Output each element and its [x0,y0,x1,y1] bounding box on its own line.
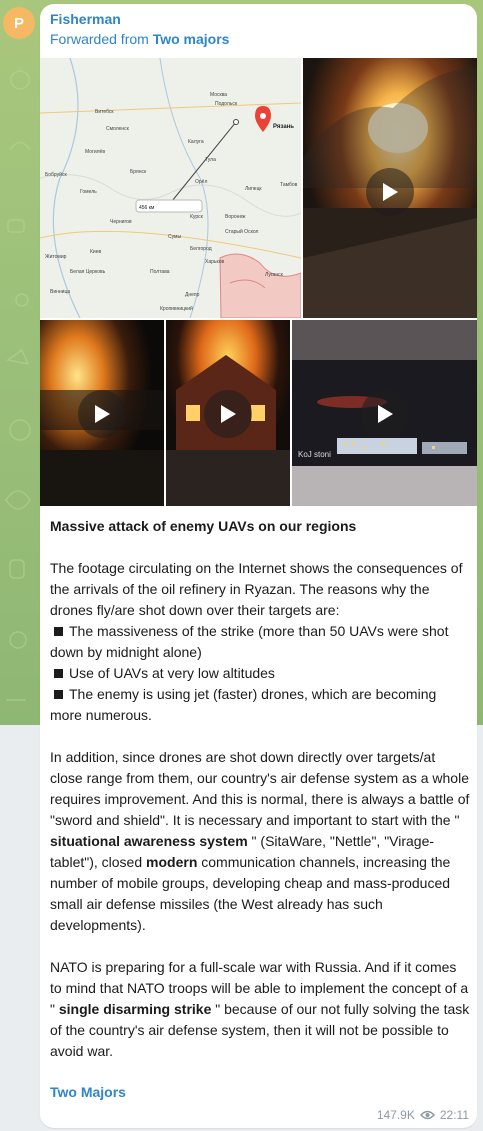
play-icon [381,182,399,202]
svg-text:Тула: Тула [205,157,216,163]
message-paragraph-3: NATO is preparing for a full-scale war with Russia. And if it comes to mind that NATO troops will be able to implement the concept of a " single disarming strike " because of our not fully solving the task of the country's air defense system, then it will not be possible to avoid war. [50,959,470,1059]
video-thumbnail-house-fire[interactable] [166,320,290,506]
svg-text:Чернигов: Чернигов [110,219,132,225]
svg-text:Гомель: Гомель [80,189,97,195]
svg-text:Сумы: Сумы [168,234,182,240]
svg-text:Винница: Винница [50,289,71,295]
eye-icon [420,1110,435,1120]
message-paragraph-1: The footage circulating on the Internet shows the consequences of the arrivals of the oil refinery in Ryazan. The reasons why the drones fly/are shot down over their targets are: [50,560,463,618]
svg-text:Луганск: Луганск [265,272,283,278]
svg-text:Подольск: Подольск [215,101,238,107]
svg-text:Белгород: Белгород [190,246,212,252]
svg-text:Брянск: Брянск [130,169,147,175]
svg-text:Тамбов: Тамбов [280,182,298,188]
svg-text:Витебск: Витебск [95,109,114,115]
play-icon [376,404,394,424]
svg-text:Харьков: Харьков [205,259,225,265]
video-watermark: KoJ stoni [298,450,331,459]
svg-text:456 км: 456 км [139,205,155,211]
video-thumbnail-refinery-fire[interactable] [303,58,477,318]
play-button[interactable] [366,168,414,216]
bullet-item: The enemy is using jet (faster) drones, which are becoming more numerous. [50,686,437,723]
svg-text:Житомир: Житомир [45,254,67,260]
message-time: 22:11 [439,1108,469,1122]
signature-link[interactable]: Two Majors [50,1084,126,1100]
square-bullet-icon [54,627,63,636]
svg-text:Рязань: Рязань [273,124,294,130]
play-icon [93,404,111,424]
svg-text:Бобруйск: Бобруйск [45,172,67,178]
svg-text:Старый Оскол: Старый Оскол [225,229,259,235]
avatar-letter: P [13,14,24,32]
play-button[interactable] [78,390,126,438]
view-count: 147.9K [376,1108,415,1122]
message-paragraph-2: In addition, since drones are shot down directly over targets/at close range from them, our country's air defense system as a whole requires improvement. And this is normal, there is always a battle of "sword and shield". It is necessary and important to start with the " situational awareness system " (SitaWare, "Nettle", "Virage-tablet"), closed modern communication channels, increasing the number of mobile groups, developing cheap and mass-produced small air defense missiles (the West already has such developments). [50,749,470,933]
svg-text:Воронеж: Воронеж [225,214,246,220]
forwarded-source[interactable]: Two majors [152,31,230,47]
svg-text:Смоленск: Смоленск [106,126,129,132]
svg-text:Днепр: Днепр [185,292,200,298]
forwarded-header[interactable] [50,31,229,47]
video-thumbnail-car-fire[interactable] [40,320,164,506]
svg-text:Кропивницкий: Кропивницкий [160,306,193,312]
message-bubble[interactable] [40,4,477,1128]
svg-text:Москва: Москва [210,92,228,98]
svg-text:Полтава: Полтава [150,269,170,275]
bullet-item: Use of UAVs at very low altitudes [50,663,470,684]
forwarded-prefix: Forwarded from [50,31,153,47]
svg-text:Белая Церковь: Белая Церковь [70,269,106,275]
avatar[interactable] [3,7,35,39]
map-image[interactable] [40,58,301,318]
svg-text:Киев: Киев [90,249,102,255]
message-text [50,516,470,1062]
square-bullet-icon [54,690,63,699]
play-button[interactable] [361,390,409,438]
svg-text:Курск: Курск [190,214,203,220]
play-button[interactable] [204,390,252,438]
message-title: Massive attack of enemy UAVs on our regions [50,518,357,534]
message-meta [377,1108,469,1122]
video-thumbnail-night-skyline[interactable] [292,320,477,506]
square-bullet-icon [54,669,63,678]
bullet-list [50,621,470,726]
sender-name[interactable]: Fisherman [50,11,121,27]
play-icon [219,404,237,424]
svg-text:Орёл: Орёл [195,179,208,185]
svg-text:Калуга: Калуга [188,139,204,145]
svg-text:Могилёв: Могилёв [85,149,105,155]
svg-text:Липецк: Липецк [245,186,262,192]
bullet-item: The massiveness of the strike (more than 50 UAVs were shot down by midnight alone) [50,623,449,660]
